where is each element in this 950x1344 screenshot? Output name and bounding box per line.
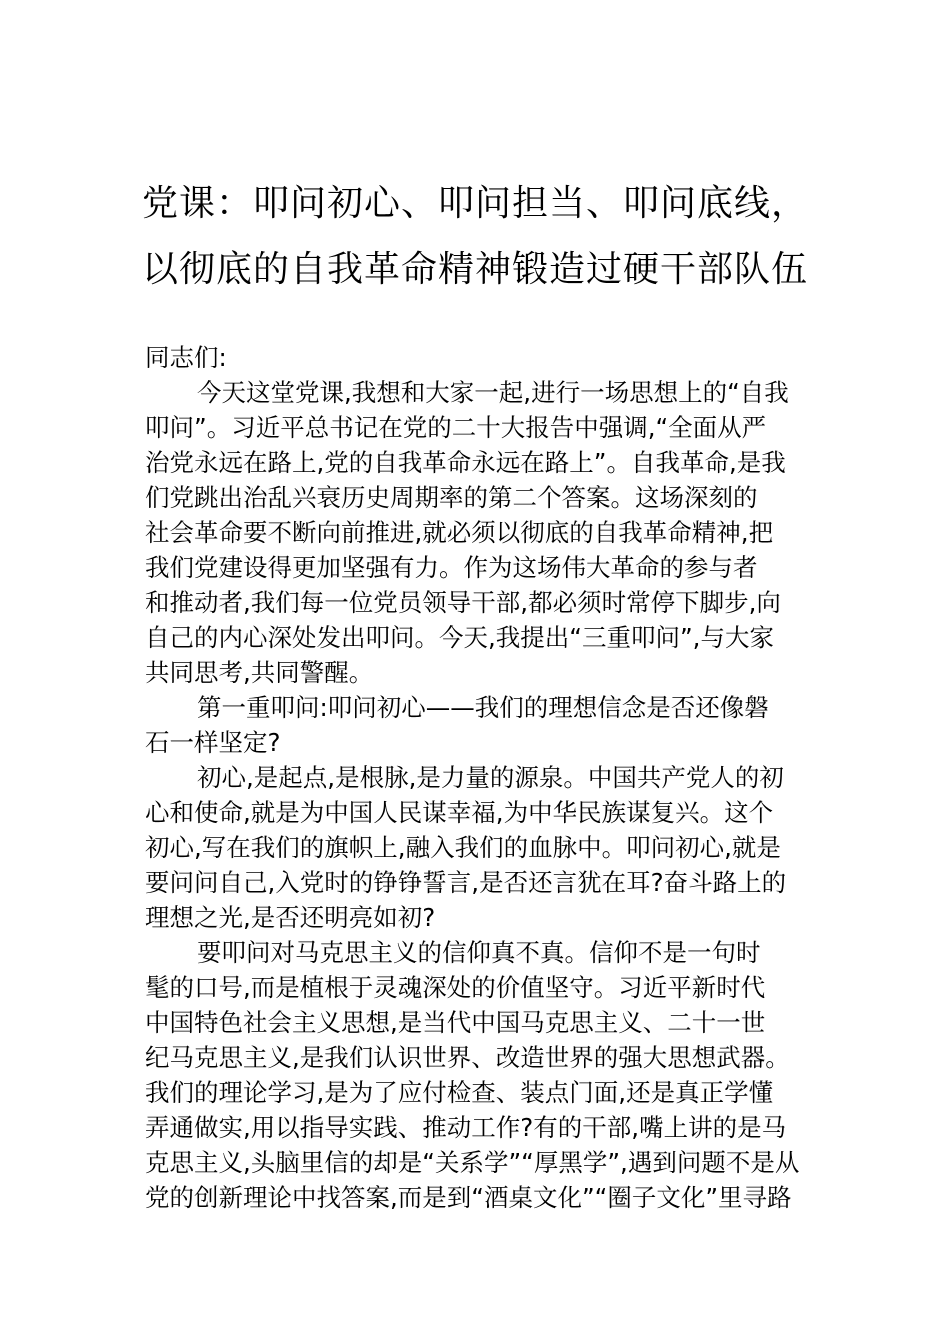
body-text-line: 治党永远在路上,党的自我革命永远在路上”。自我革命,是我 — [145, 448, 786, 477]
body-text-line: 第一重叩问:叩问初心——我们的理想信念是否还像磐 — [197, 693, 769, 722]
body-text-line: 初心,是起点,是根脉,是力量的源泉。中国共产党人的初 — [197, 763, 784, 792]
body-text-line: 社会革命要不断向前推进,就必须以彻底的自我革命精神,把 — [145, 518, 774, 547]
body-text-line: 共同思考,共同警醒。 — [145, 658, 374, 687]
body-text-line: 石一样坚定? — [145, 728, 281, 757]
body-text-line: 自己的内心深处发出叩问。今天,我提出“三重叩问”,与大家 — [145, 623, 774, 652]
body-text-line: 叩问”。习近平总书记在党的二十大报告中强调,“全面从严 — [145, 413, 767, 442]
body-text-line: 理想之光,是否还明亮如初? — [145, 903, 436, 932]
body-text-line: 弄通做实,用以指导实践、推动工作?有的干部,嘴上讲的是马 — [145, 1113, 787, 1142]
body-text-line: 髦的口号,而是植根于灵魂深处的价值坚守。习近平新时代 — [145, 973, 766, 1002]
document-title-line-2: 以彻底的自我革命精神锻造过硬干部队伍 — [141, 249, 808, 290]
body-text-line: 和推动者,我们每一位党员领导干部,都必须时常停下脚步,向 — [145, 588, 781, 617]
body-text-line: 要叩问对马克思主义的信仰真不真。信仰不是一句时 — [197, 938, 761, 967]
body-text-line: 心和使命,就是为中国人民谋幸福,为中华民族谋复兴。这个 — [145, 798, 774, 827]
body-text-line: 中国特色社会主义思想,是当代中国马克思主义、二十一世 — [145, 1008, 766, 1037]
body-text-line: 党的创新理论中找答案,而是到“酒桌文化”“圈子文化”里寻路 — [145, 1183, 792, 1212]
document-title-line-1: 党课：叩问初心、叩问担当、叩问底线， — [141, 183, 808, 224]
body-text-line: 我们的理论学习,是为了应付检查、装点门面,还是真正学懂 — [145, 1078, 774, 1107]
body-text-line: 今天这堂党课,我想和大家一起,进行一场思想上的“自我 — [197, 378, 789, 407]
body-text-line: 我们党建设得更加坚强有力。作为这场伟大革命的参与者 — [145, 553, 758, 582]
document-body — [145, 340, 815, 1215]
body-text-line: 们党跳出治乱兴衰历史周期率的第二个答案。这场深刻的 — [145, 483, 758, 512]
body-text-line: 纪马克思主义,是我们认识世界、改造世界的强大思想武器。 — [145, 1043, 790, 1072]
body-text-line: 克思主义,头脑里信的却是“关系学”“厚黑学”,遇到问题不是从 — [145, 1148, 800, 1177]
body-text-line: 初心,写在我们的旗帜上,融入我们的血脉中。叩问初心,就是 — [145, 833, 781, 862]
body-text-line: 同志们: — [145, 343, 227, 372]
body-text-line: 要问问自己,入党时的铮铮誓言,是否还言犹在耳?奋斗路上的 — [145, 868, 787, 897]
